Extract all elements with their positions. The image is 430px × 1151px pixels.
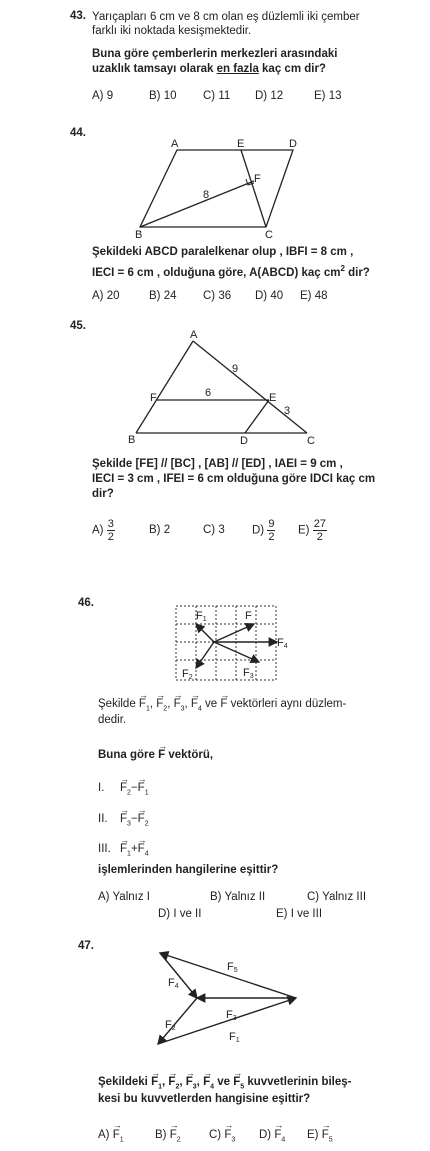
q47-option-b[interactable]: $B) \to F_2$ — [155, 1129, 181, 1143]
q47-label-f3: F3 — [226, 1009, 237, 1022]
q45-label-d: D — [240, 435, 248, 447]
q46-label-f4: F4 — [277, 637, 288, 650]
q44-line2: IECI = 6 cm , olduğuna göre, A(ABCD) kaç $cm^2$ dir? — [92, 264, 370, 279]
q47-label-f5: F5 — [227, 961, 238, 974]
q46-option-b[interactable]: B) Yalnız II — [210, 891, 266, 903]
q46-option-e[interactable]: E) I ve III — [276, 908, 323, 920]
q46-item-1: $I.\to F_2-\to F_1$ — [98, 781, 149, 800]
q46-label-f2: F2 — [182, 668, 193, 681]
q47-option-a[interactable]: $A) \to F_1$ — [98, 1129, 124, 1143]
q46-label-f1: F1 — [196, 610, 207, 623]
q45-option-b[interactable]: B) 2 — [149, 524, 171, 536]
q43-question-line1: Buna göre çemberlerin merkezleri arasındaki — [92, 48, 338, 60]
q47-line1: Şekildeki → $F_1$, → $F_2$, → $F_3$, → $F_4$ ve → $F_5$ kuvvetlerinin bileş- — [98, 1075, 352, 1094]
q43-line1: Yarıçapları 6 cm ve 8 cm olan eş düzlemli iki çember — [92, 11, 360, 23]
q44-number: 44. — [70, 127, 86, 139]
q44-option-b[interactable]: B) 24 — [149, 290, 177, 302]
q45-line2: IECI = 3 cm , IFEI = 6 cm olduğuna göre IDCI kaç cm — [92, 473, 376, 485]
q46-option-c[interactable]: C) Yalnız III — [307, 891, 367, 903]
q43-question-line2: uzaklık tamsayı olarak en fazla kaç cm dir? — [92, 63, 326, 75]
q43-option-d[interactable]: D) 12 — [255, 90, 284, 102]
q47-label-f4: F4 — [168, 977, 179, 990]
q46-item-2: $II.\to F_3-\to F_2$ — [98, 812, 149, 831]
q45-label-e: E — [269, 392, 277, 404]
q47-option-c[interactable]: $C) \to F_3$ — [209, 1129, 235, 1143]
q46-description-line1: Şekilde → $F_1$, → $F_2$, → $F_3$, → $F_4$ ve → F vektörleri aynı düzlem- — [98, 697, 346, 716]
q44-option-d[interactable]: D) 40 — [255, 290, 284, 302]
q45-line3: dir? — [92, 488, 114, 500]
q44-option-e[interactable]: E) 48 — [300, 290, 328, 302]
q46-label-f3: F3 — [243, 667, 254, 680]
q45-label-c: C — [307, 435, 315, 447]
q45-option-c[interactable]: C) 3 — [203, 524, 225, 536]
q47-option-d[interactable]: $D) \to F_4$ — [259, 1129, 285, 1143]
q44-label-length: 8 — [203, 189, 210, 201]
q45-option-d[interactable]: D) $\frac{9}{2}$ — [252, 518, 275, 543]
q44-label-b: B — [135, 229, 143, 241]
q45-label-b: B — [128, 434, 136, 446]
q44-label-d: D — [289, 138, 297, 150]
q43-number: 43. — [70, 10, 86, 22]
q47-label-f1: F1 — [229, 1031, 240, 1044]
q46-question: Buna göre → F vektörü, — [98, 748, 213, 763]
q47-option-e[interactable]: $E) \to F_5$ — [307, 1129, 333, 1143]
q44-label-c: C — [265, 229, 273, 241]
q45-option-e[interactable]: E) $\frac{27}{2}$ — [298, 518, 326, 543]
q46-description-line2: dedir. — [98, 714, 127, 726]
q46-label-f: F — [245, 610, 252, 622]
q47-number: 47. — [78, 940, 94, 952]
q46-option-d[interactable]: D) I ve II — [158, 908, 202, 920]
q46-ask: işlemlerinden hangilerine eşittir? — [98, 864, 279, 876]
q45-label-3: 3 — [284, 405, 291, 417]
q44-label-f: F — [254, 173, 261, 185]
q45-label-a: A — [190, 329, 198, 341]
q47-line2: kesi bu kuvvetlerden hangisine eşittir? — [98, 1093, 311, 1105]
q45-option-a[interactable]: A) $\frac{3}{2}$ — [92, 518, 114, 543]
q46-number: 46. — [78, 597, 94, 609]
q43-option-b[interactable]: B) 10 — [149, 90, 177, 102]
q44-label-e: E — [237, 138, 245, 150]
q44-option-a[interactable]: A) 20 — [92, 290, 120, 302]
q43-option-a[interactable]: A) 9 — [92, 90, 114, 102]
q43-line2: farklı iki noktada kesişmektedir. — [92, 25, 252, 37]
q45-label-9: 9 — [232, 363, 239, 375]
q43-option-c[interactable]: C) 11 — [203, 90, 231, 102]
q45-label-f: F — [150, 392, 157, 404]
q44-label-a: A — [171, 138, 179, 150]
q46-option-a[interactable]: A) Yalnız I — [98, 891, 150, 903]
q47-label-f2: F2 — [165, 1019, 176, 1032]
q45-number: 45. — [70, 320, 86, 332]
q44-option-c[interactable]: C) 36 — [203, 290, 232, 302]
q45-line1: Şekilde [FE] // [BC] , [AB] // [ED] , IAEI = 9 cm , — [92, 458, 343, 470]
q46-item-3: $III.\to F_1+\to F_4$ — [98, 842, 149, 861]
q45-label-6: 6 — [205, 387, 212, 399]
q44-line1: Şekildeki ABCD paralelkenar olup , IBFI = 8 cm , — [92, 246, 354, 258]
q43-option-e[interactable]: E) 13 — [314, 90, 342, 102]
